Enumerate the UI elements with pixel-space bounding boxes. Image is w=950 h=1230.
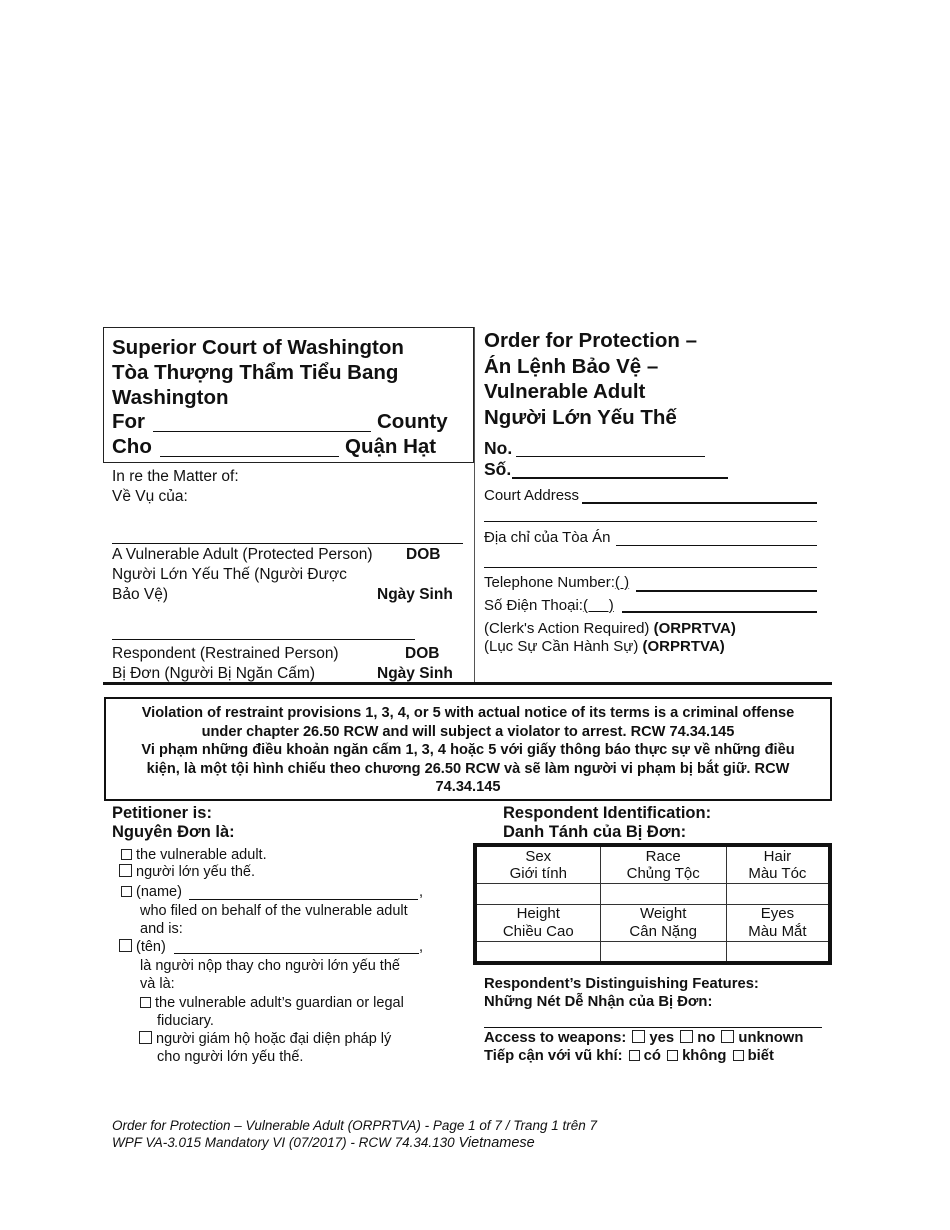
weapons-no: no [697, 1030, 716, 1046]
ngay-sinh-label: Ngày Sinh [377, 586, 453, 603]
distinguishing-features-label-vi: Những Nét Dễ Nhận của Bị Đơn: [484, 994, 713, 1010]
weapons-no-vi: không [682, 1048, 727, 1064]
footer-language: Vietnamese [458, 1135, 535, 1151]
quan-hat-label: Quận Hạt [345, 435, 437, 458]
court-address-label: Court Address [484, 487, 580, 504]
petitioner-sub-1-line-2: fiduciary. [157, 1013, 214, 1029]
warning-line-1: Violation of restraint provisions 1, 3, 4, or 5 with actual notice of its terms is a criminal offense [141, 705, 795, 721]
eyes-value-cell[interactable] [726, 941, 830, 963]
petitioner-sub-1-label: the vulnerable adult’s guardian or legal [155, 995, 404, 1011]
weight-header: Weight Cân Nặng [600, 904, 726, 941]
comma: , [419, 884, 424, 900]
telephone-paren: ( ) [614, 574, 630, 591]
bi-don-label: Bị Đơn (Người Bị Ngăn Cấm) [112, 665, 315, 682]
order-title-en: Order for Protection – [484, 329, 698, 352]
luc-su-code: (ORPRTVA) [642, 638, 725, 655]
violation-warning-box [104, 697, 832, 801]
petitioner-heading-vi: Nguyên Đơn là: [112, 823, 235, 841]
vulnerable-adult-label: A Vulnerable Adult (Protected Person) [112, 546, 373, 563]
so-dien-thoai-line[interactable] [622, 611, 817, 613]
checkbox-weapons-unknown[interactable] [721, 1030, 734, 1043]
so-dien-thoai-paren: ( ) [582, 597, 614, 614]
dia-chi-line[interactable] [616, 545, 817, 546]
respondent-id-table [473, 843, 832, 965]
court-name-vi: Tòa Thượng Thẩm Tiểu Bang [112, 361, 399, 384]
petitioner-option-1-label: the vulnerable adult. [136, 847, 267, 863]
comma-vi: , [419, 939, 424, 955]
warning-line-4: kiện, là một tội hình chiếu theo chương 26.50 RCW và sẽ làm người vi phạm bị bắt giữ. RCW [146, 760, 790, 777]
distinguishing-features-line[interactable] [484, 1027, 822, 1028]
petitioner-option-2-desc-1: who filed on behalf of the vulnerable adult [140, 903, 408, 919]
warning-line-3: Vi phạm những điều khoản ngăn cấm 1, 3, 4 hoặc 5 với giấy thông báo thực sự về những điều [141, 742, 795, 758]
checkbox-weapons-khong[interactable] [667, 1050, 678, 1061]
eyes-header: Eyes Màu Mắt [726, 904, 830, 941]
protected-person-name-line[interactable] [112, 543, 463, 544]
petitioner-option-1-vi [119, 864, 255, 880]
bao-ve-label: Bảo Vệ) [112, 586, 169, 603]
header-divider [103, 682, 832, 685]
petitioner-option-1 [121, 847, 267, 863]
checkbox-ten[interactable] [119, 939, 132, 952]
order-title [484, 328, 697, 430]
case-so-label: Số. [484, 459, 512, 479]
checkbox-weapons-biet[interactable] [733, 1050, 744, 1061]
weapons-label-vi: Tiếp cận với vũ khí: [484, 1048, 623, 1064]
weight-value-cell[interactable] [600, 941, 726, 963]
telephone-label-text: Telephone Number: [484, 574, 615, 591]
so-dien-thoai-text: Số Điện Thoại: [484, 597, 583, 614]
petitioner-sub-1-vi [139, 1031, 391, 1047]
checkbox-name[interactable] [121, 886, 132, 897]
clerk-action [484, 619, 736, 638]
footer-line-1: Order for Protection – Vulnerable Adult (ORPRTVA) - Page 1 of 7 / Trang 1 trên 7 [112, 1118, 597, 1133]
footer-form-id: WPF VA-3.015 Mandatory VI (07/2017) - RCW 74.34.130 [112, 1135, 455, 1150]
petitioner-sub-1-vi-label: người giám hộ hoặc đại diện pháp lý [156, 1031, 392, 1047]
county-label: County [377, 410, 448, 433]
race-header: Race Chủng Tộc [600, 845, 726, 884]
weapons-yes-vi: có [643, 1048, 661, 1064]
checkbox-nguoi-lon[interactable] [119, 864, 132, 877]
column-divider [474, 327, 475, 683]
petitioner-option-2-vi [119, 939, 166, 955]
sex-value-cell[interactable] [475, 884, 600, 905]
in-re-label: In re the Matter of: [112, 468, 239, 485]
ve-vu-label: Về Vụ của: [112, 488, 188, 505]
petitioner-option-2 [121, 884, 182, 900]
telephone-line[interactable] [636, 590, 817, 592]
hair-header: Hair Màu Tóc [726, 845, 830, 884]
dia-chi-line-2[interactable] [484, 567, 817, 568]
order-title-vi: Án Lệnh Bảo Vệ – [484, 354, 659, 378]
respondent-dob-label: DOB [405, 645, 440, 662]
petitioner-name-line[interactable] [189, 899, 418, 900]
case-no-line[interactable] [516, 456, 705, 457]
court-state: Washington [112, 386, 229, 409]
court-address-line-2[interactable] [484, 521, 817, 522]
dob-label: DOB [406, 546, 441, 563]
case-so-line[interactable] [512, 477, 728, 479]
weapons-row-vi [484, 1048, 774, 1064]
respondent-id-heading: Respondent Identification: [503, 804, 712, 822]
court-name: Superior Court of Washington [112, 336, 404, 359]
cho-label: Cho [112, 435, 152, 458]
court-address-line[interactable] [582, 502, 817, 504]
weapons-unknown-vi: biết [747, 1048, 774, 1064]
case-no-label: No. [484, 438, 513, 458]
distinguishing-features-label: Respondent’s Distinguishing Features: [484, 976, 759, 992]
petitioner-ten-line[interactable] [174, 953, 419, 954]
respondent-label: Respondent (Restrained Person) [112, 645, 339, 662]
telephone-label [484, 573, 629, 592]
clerk-action-code: (ORPRTVA) [653, 620, 736, 637]
petitioner-option-2-vi-desc-1: là người nộp thay cho người lớn yếu thế [140, 958, 400, 974]
petitioner-sub-1-vi-line-2: cho người lớn yếu thế. [157, 1049, 304, 1065]
petitioner-heading: Petitioner is: [112, 804, 212, 822]
warning-line-5: 74.34.145 [435, 779, 501, 795]
warning-line-2: under chapter 26.50 RCW and will subject a violator to arrest. RCW 74.34.145 [201, 723, 735, 740]
height-value-cell[interactable] [475, 941, 600, 963]
order-subtitle-en: Vulnerable Adult [484, 380, 646, 403]
footer-line-2 [112, 1134, 597, 1152]
petitioner-option-2-desc-2: and is: [140, 921, 183, 937]
dia-chi-label: Địa chỉ của Tòa Án [484, 529, 611, 546]
luc-su-text: (Lục Sự Cần Hành Sự) [484, 638, 639, 655]
respondent-name-line[interactable] [112, 639, 415, 640]
hair-value-cell[interactable] [726, 884, 830, 905]
race-value-cell[interactable] [600, 884, 726, 905]
quan-hat-input-line[interactable] [160, 456, 339, 457]
checkbox-nguoi-giam-ho[interactable] [139, 1031, 152, 1044]
page-footer [112, 1117, 597, 1152]
so-dien-thoai-label [484, 596, 614, 615]
court-title [112, 335, 404, 410]
respondent-ngay-sinh-label: Ngày Sinh [377, 665, 453, 682]
checkbox-vulnerable-adult[interactable] [121, 849, 132, 860]
order-subtitle-vi: Người Lớn Yếu Thế [484, 405, 677, 429]
county-input-line[interactable] [153, 431, 371, 432]
checkbox-weapons-co[interactable] [629, 1050, 640, 1061]
checkbox-weapons-no[interactable] [680, 1030, 693, 1043]
luc-su [484, 637, 725, 656]
petitioner-option-1-vi-label: người lớn yếu thế. [136, 864, 256, 880]
petitioner-option-2-vi-label: (tên) [136, 939, 166, 955]
weapons-unknown: unknown [738, 1030, 804, 1046]
weapons-yes: yes [649, 1030, 675, 1046]
respondent-id-heading-vi: Danh Tánh của Bị Đơn: [503, 823, 687, 841]
sex-header: Sex Giới tính [475, 845, 600, 884]
height-header: Height Chiều Cao [475, 904, 600, 941]
checkbox-weapons-yes[interactable] [632, 1030, 645, 1043]
petitioner-option-2-vi-desc-2: và là: [140, 976, 175, 992]
nguoi-lon-label: Người Lớn Yếu Thế (Người Được [112, 566, 347, 583]
weapons-row [484, 1030, 803, 1046]
petitioner-sub-1 [140, 995, 404, 1011]
petitioner-option-2-label: (name) [136, 884, 182, 900]
for-label: For [112, 410, 146, 433]
weapons-label: Access to weapons: [484, 1030, 627, 1046]
checkbox-guardian[interactable] [140, 997, 151, 1008]
clerk-action-text: (Clerk's Action Required) [484, 620, 650, 637]
